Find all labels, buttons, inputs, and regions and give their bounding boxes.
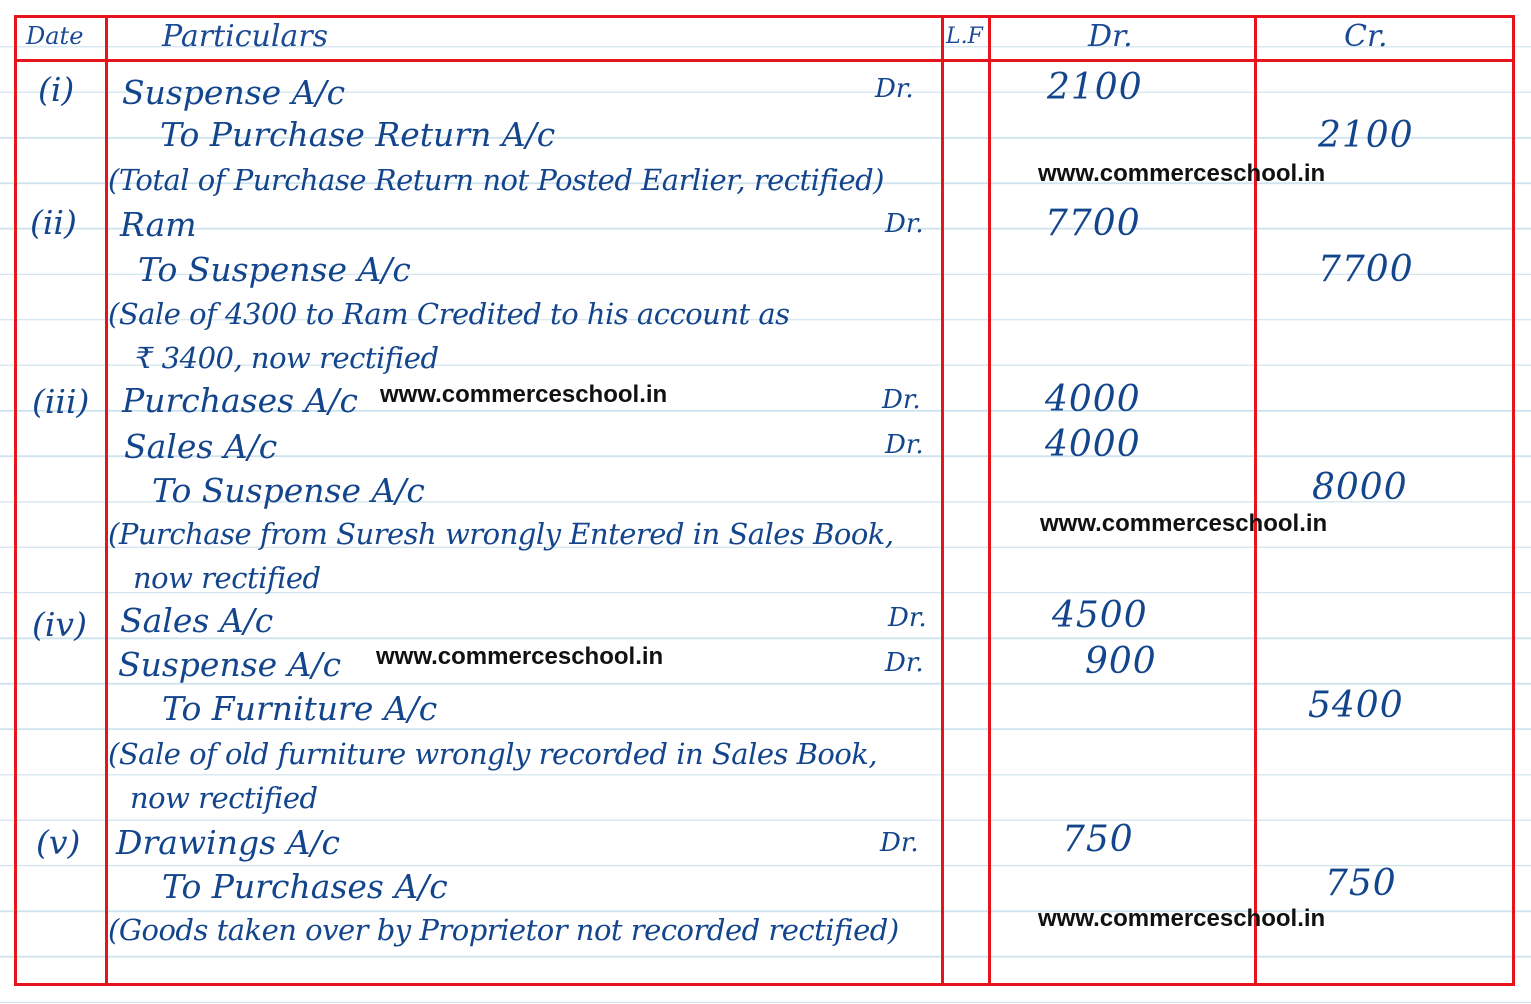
credit-account: To Suspense A/c: [152, 471, 425, 510]
watermark: www.commerceschool.in: [1038, 905, 1326, 932]
debit-amount: 2100: [1047, 67, 1143, 108]
debit-amount: 4500: [1052, 595, 1148, 636]
narration: (Total of Purchase Return not Posted Earlier, rectified): [108, 163, 884, 197]
debit-account: Purchases A/c: [122, 381, 358, 420]
header-particulars: Particulars: [162, 19, 329, 54]
credit-account: To Suspense A/c: [138, 250, 411, 289]
debit-amount: 4000: [1045, 379, 1141, 420]
entry-date: (v): [36, 823, 81, 862]
dr-marker: Dr.: [882, 385, 921, 415]
debit-account: Suspense A/c: [118, 645, 342, 684]
left-border: [14, 15, 17, 986]
credit-amount: 750: [1325, 863, 1397, 904]
watermark: www.commerceschool.in: [376, 643, 664, 670]
narration: (Goods taken over by Proprietor not recorded rectified): [108, 913, 899, 947]
watermark: www.commerceschool.in: [1040, 510, 1328, 537]
narration: now rectified: [130, 781, 318, 815]
header-divider: [14, 59, 1515, 62]
narration: (Sale of old furniture wrongly recorded in Sales Book,: [108, 737, 878, 771]
narration: now rectified: [133, 561, 321, 595]
debit-account: Suspense A/c: [122, 73, 346, 112]
credit-amount: 7700: [1318, 249, 1414, 290]
watermark: www.commerceschool.in: [1038, 160, 1326, 187]
debit-amount: 750: [1062, 819, 1134, 860]
date-column-divider: [105, 15, 108, 986]
header-date: Date: [26, 22, 84, 50]
bottom-border: [14, 983, 1515, 986]
dr-marker: Dr.: [888, 603, 927, 633]
debit-amount: 900: [1085, 641, 1157, 682]
dr-marker: Dr.: [875, 74, 914, 104]
header-lf: L.F: [946, 24, 983, 49]
entry-date: (iv): [32, 605, 87, 644]
lf-column-divider: [988, 15, 991, 986]
credit-amount: 2100: [1318, 115, 1414, 156]
dr-marker: Dr.: [885, 209, 924, 239]
entry-date: (iii): [32, 382, 90, 421]
debit-amount: 7700: [1045, 203, 1141, 244]
credit-amount: 5400: [1308, 685, 1404, 726]
narration: ₹ 3400, now rectified: [135, 341, 439, 375]
credit-account: To Purchase Return A/c: [160, 115, 556, 154]
narration: (Sale of 4300 to Ram Credited to his account as: [108, 297, 790, 331]
dr-marker: Dr.: [885, 648, 924, 678]
debit-account: Drawings A/c: [116, 823, 340, 862]
header-dr: Dr.: [1088, 19, 1133, 54]
credit-account: To Purchases A/c: [162, 867, 448, 906]
dr-marker: Dr.: [885, 430, 924, 460]
top-border: [14, 15, 1515, 18]
credit-amount: 8000: [1312, 467, 1408, 508]
header-cr: Cr.: [1344, 19, 1388, 54]
credit-account: To Furniture A/c: [162, 689, 438, 728]
entry-date: (ii): [30, 203, 77, 242]
particulars-column-divider: [941, 15, 944, 986]
right-border: [1512, 15, 1515, 986]
dr-marker: Dr.: [880, 828, 919, 858]
narration: (Purchase from Suresh wrongly Entered in Sales Book,: [108, 517, 894, 551]
debit-account: Sales A/c: [120, 601, 274, 640]
debit-account: Ram: [120, 205, 197, 244]
entry-date: (i): [38, 70, 75, 109]
debit-amount: 4000: [1045, 424, 1141, 465]
debit-account: Sales A/c: [124, 427, 278, 466]
watermark: www.commerceschool.in: [380, 381, 668, 408]
